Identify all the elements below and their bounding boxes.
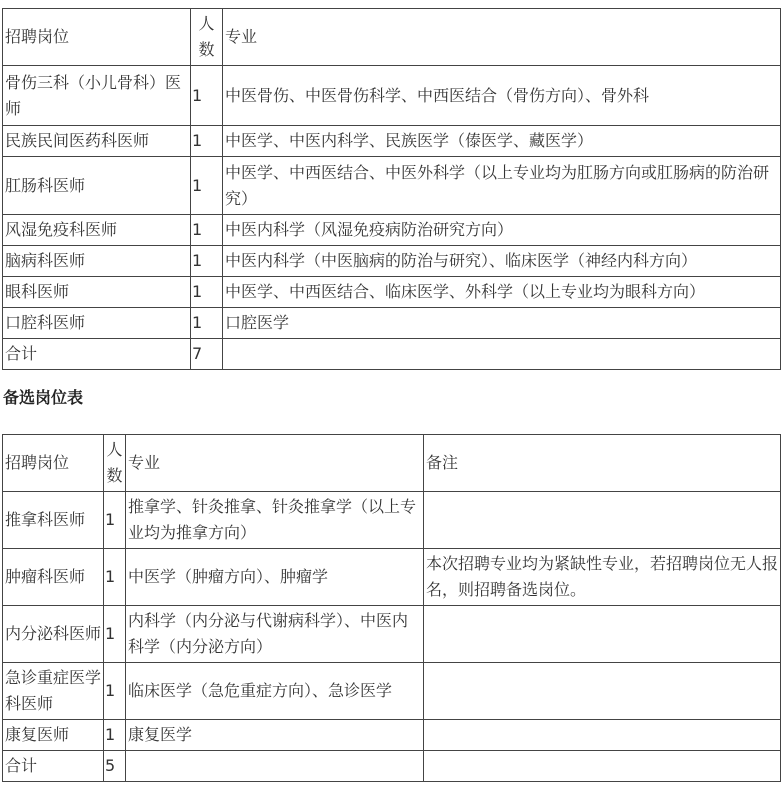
major-cell: 推拿学、针灸推拿、针灸推拿学（以上专业均为推拿方向） [126, 492, 424, 549]
position-cell: 肿瘤科医师 [3, 549, 104, 606]
position-cell: 民族民间医药科医师 [3, 126, 191, 157]
table-row [3, 663, 781, 720]
major-cell: 中医学、中西医结合、中医外科学（以上专业均为肛肠方向或肛肠病的防治研究） [223, 157, 781, 215]
count-cell: 1 [104, 606, 126, 663]
note-cell: 本次招聘专业均为紧缺性专业，若招聘岗位无人报名，则招聘备选岗位。 [424, 549, 781, 606]
major-cell: 口腔医学 [223, 308, 781, 339]
major-cell: 中医学、中医内科学、民族医学（傣医学、藏医学） [223, 126, 781, 157]
header-major: 专业 [126, 435, 424, 492]
recruitment-table [2, 8, 781, 370]
table-row [3, 66, 781, 126]
count-cell: 1 [104, 663, 126, 720]
position-cell: 肛肠科医师 [3, 157, 191, 215]
total-row [3, 751, 781, 782]
table-row [3, 157, 781, 215]
position-cell: 脑病科医师 [3, 246, 191, 277]
position-cell: 骨伤三科（小儿骨科）医师 [3, 66, 191, 126]
major-cell: 康复医学 [126, 720, 424, 751]
note-cell [424, 663, 781, 720]
header-position: 招聘岗位 [3, 9, 191, 66]
position-cell: 推拿科医师 [3, 492, 104, 549]
table-row [3, 215, 781, 246]
total-row [3, 339, 781, 370]
total-count: 5 [104, 751, 126, 782]
count-cell: 1 [191, 157, 223, 215]
table-header-row [3, 435, 781, 492]
position-cell: 口腔科医师 [3, 308, 191, 339]
empty-cell [126, 751, 424, 782]
table-row [3, 308, 781, 339]
major-cell: 中医内科学（风湿免疫病防治研究方向） [223, 215, 781, 246]
total-count: 7 [191, 339, 223, 370]
count-cell: 1 [191, 215, 223, 246]
total-label: 合计 [3, 339, 191, 370]
header-count: 人数 [191, 9, 223, 66]
header-position: 招聘岗位 [3, 435, 104, 492]
position-cell: 风湿免疫科医师 [3, 215, 191, 246]
count-cell: 1 [104, 492, 126, 549]
table-row [3, 126, 781, 157]
note-cell [424, 492, 781, 549]
header-count: 人数 [104, 435, 126, 492]
table-row [3, 549, 781, 606]
position-cell: 眼科医师 [3, 277, 191, 308]
note-cell [424, 720, 781, 751]
major-cell: 中医骨伤、中医骨伤科学、中西医结合（骨伤方向）、骨外科 [223, 66, 781, 126]
count-cell: 1 [104, 549, 126, 606]
table-row [3, 720, 781, 751]
count-cell: 1 [191, 126, 223, 157]
alternate-table-title: 备选岗位表 [3, 388, 84, 407]
major-cell: 中医学、中西医结合、临床医学、外科学（以上专业均为眼科方向） [223, 277, 781, 308]
position-cell: 康复医师 [3, 720, 104, 751]
header-note: 备注 [424, 435, 781, 492]
total-label: 合计 [3, 751, 104, 782]
note-cell [424, 606, 781, 663]
table-row [3, 246, 781, 277]
major-cell: 中医学（肿瘤方向）、肿瘤学 [126, 549, 424, 606]
major-cell: 中医内科学（中医脑病的防治与研究）、临床医学（神经内科方向） [223, 246, 781, 277]
count-cell: 1 [191, 308, 223, 339]
position-cell: 内分泌科医师 [3, 606, 104, 663]
count-cell: 1 [191, 277, 223, 308]
major-cell: 内科学（内分泌与代谢病科学）、中医内科学（内分泌方向） [126, 606, 424, 663]
count-cell: 1 [191, 246, 223, 277]
count-cell: 1 [104, 720, 126, 751]
position-cell: 急诊重症医学科医师 [3, 663, 104, 720]
table-row [3, 606, 781, 663]
empty-cell [223, 339, 781, 370]
header-major: 专业 [223, 9, 781, 66]
count-cell: 1 [191, 66, 223, 126]
empty-cell [424, 751, 781, 782]
table-row [3, 492, 781, 549]
alternate-recruitment-table [2, 434, 781, 782]
table-row [3, 277, 781, 308]
table-header-row [3, 9, 781, 66]
major-cell: 临床医学（急危重症方向）、急诊医学 [126, 663, 424, 720]
